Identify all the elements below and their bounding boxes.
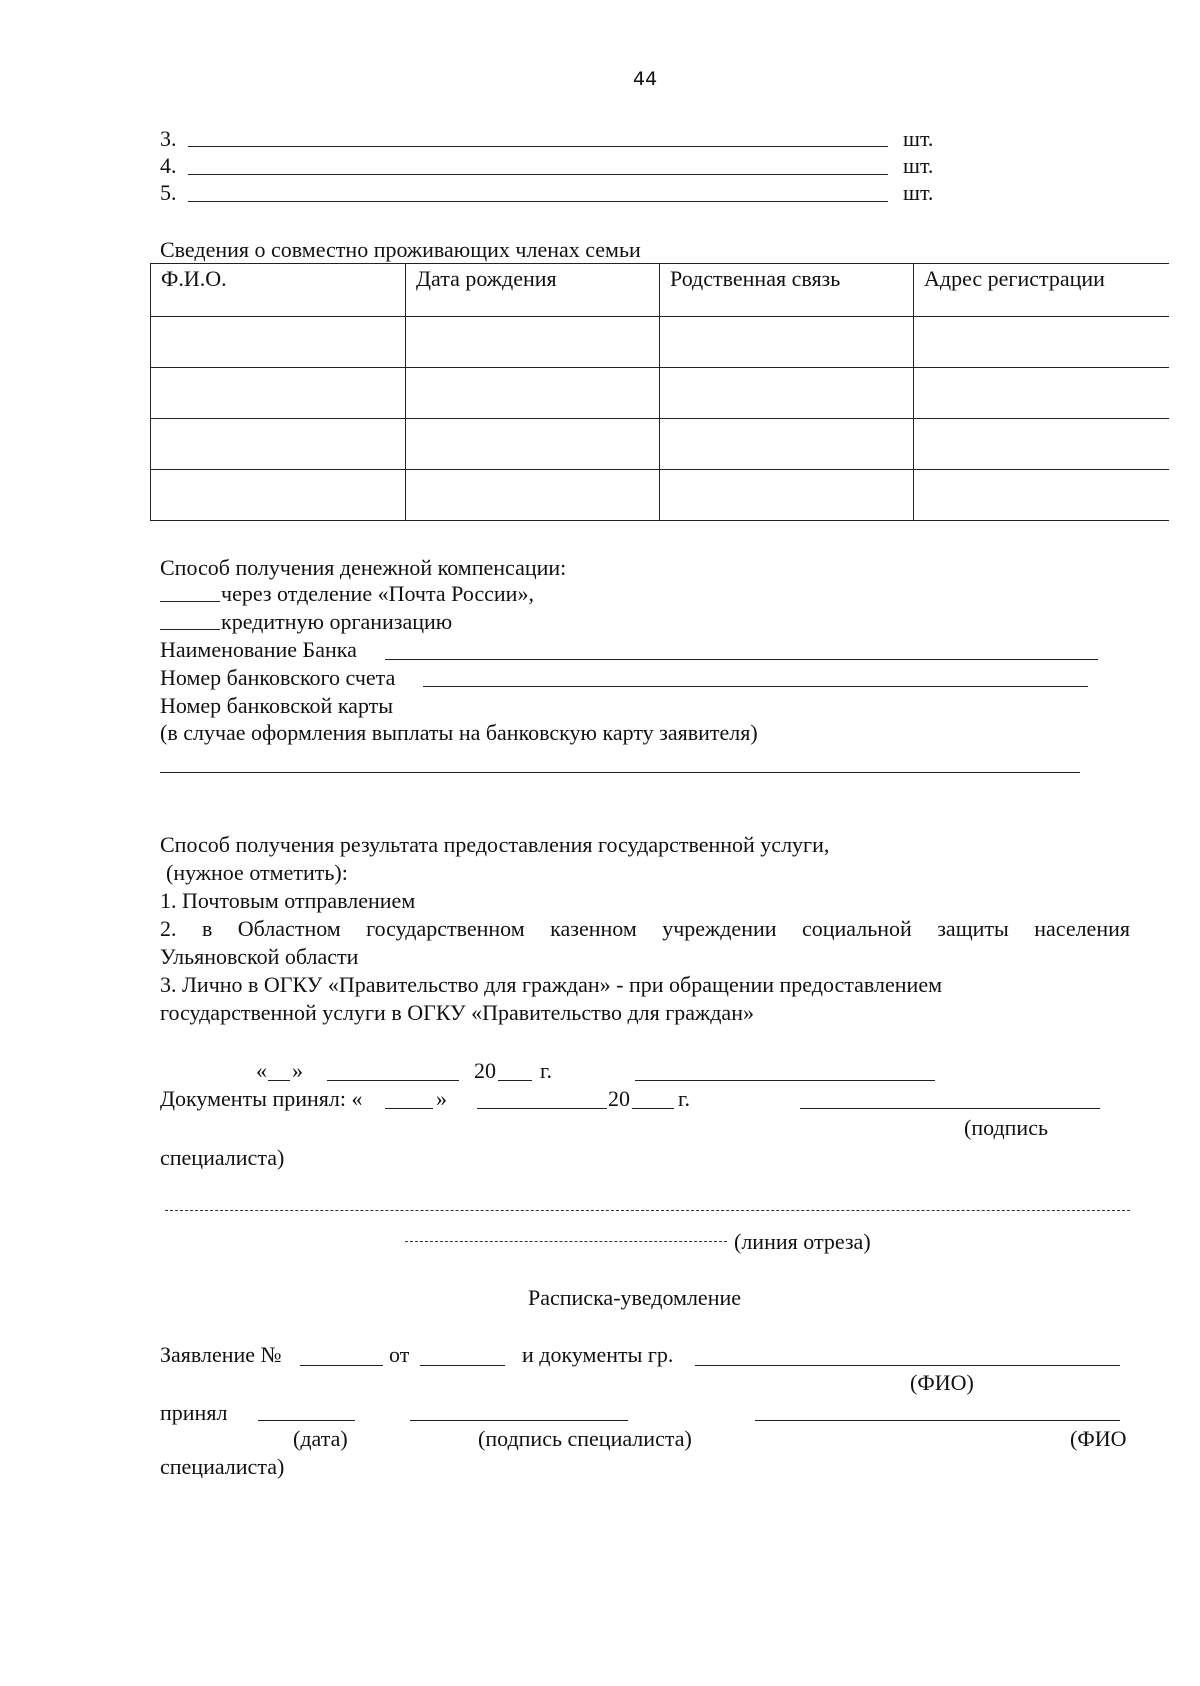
item-number: 5. (160, 180, 177, 205)
compensation-heading: Способ получения денежной компенсации: (160, 555, 567, 580)
date-year-suffix: г. (540, 1058, 553, 1083)
signature-hint: (подпись (964, 1115, 1049, 1140)
card-note: (в случае оформления выплаты на банковскую карту заявителя) (160, 720, 758, 745)
cut-line-label: (линия отреза) (734, 1229, 871, 1254)
table-row (151, 368, 1169, 419)
table-cell[interactable] (151, 317, 406, 368)
date-year-blank[interactable] (498, 1080, 532, 1081)
statement-docs-label: и документы гр. (522, 1342, 674, 1367)
docs-accepted-label: Документы принял: « (160, 1086, 363, 1111)
result-option-3-cont: государственной услуги в ОГКУ «Правительство для граждан» (160, 1000, 754, 1025)
family-table (150, 263, 1169, 521)
item-unit: шт. (903, 126, 934, 151)
table-cell[interactable] (406, 317, 660, 368)
table-cell[interactable] (406, 368, 660, 419)
table-cell[interactable] (914, 470, 1169, 521)
column-header-fio: Ф.И.О. (151, 264, 406, 317)
table-cell[interactable] (151, 470, 406, 521)
statement-from-label: от (389, 1342, 410, 1367)
accepted-label: принял (160, 1400, 228, 1425)
item-line[interactable] (188, 174, 888, 175)
bank-name-line[interactable] (385, 659, 1098, 660)
card-label: Номер банковской карты (160, 693, 394, 718)
signature-hint-cont: специалиста) (160, 1145, 285, 1170)
result-heading: Способ получения результата предоставления государственной услуги, (160, 832, 830, 857)
item-unit: шт. (903, 153, 934, 178)
table-cell[interactable] (660, 317, 914, 368)
table-cell[interactable] (151, 419, 406, 470)
bank-name-label: Наименование Банка (160, 637, 357, 662)
docs-close-quote: » (436, 1086, 447, 1111)
docs-year-prefix: 20 (608, 1086, 630, 1111)
result-option-1: 1. Почтовым отправлением (160, 888, 416, 913)
table-cell[interactable] (406, 419, 660, 470)
column-header-relation: Родственная связь (660, 264, 914, 317)
item-line[interactable] (188, 146, 888, 147)
table-header-row (151, 264, 1169, 317)
cut-dashed-line (165, 1210, 1130, 1211)
sign-hint: (подпись специалиста) (478, 1426, 692, 1451)
page-number: 44 (633, 68, 658, 90)
item-line[interactable] (188, 201, 888, 202)
result-option-2: 2. в Областном государственном казенном учреждении социальной защиты населения (160, 916, 1130, 941)
family-heading: Сведения о совместно проживающих членах семьи (160, 237, 641, 262)
result-option-2-cont: Ульяновской области (160, 944, 359, 969)
table-cell[interactable] (914, 419, 1169, 470)
result-option-3: 3. Лично в ОГКУ «Правительство для граждан» - при обращении предоставлением (160, 972, 942, 997)
date-close-quote: » (292, 1058, 303, 1083)
citizen-name-line[interactable] (695, 1365, 1120, 1366)
date-hint: (дата) (293, 1426, 348, 1451)
fio-hint: (ФИО) (910, 1370, 974, 1395)
table-cell[interactable] (914, 317, 1169, 368)
table-cell[interactable] (406, 470, 660, 521)
date-month-blank[interactable] (327, 1080, 459, 1081)
table-cell[interactable] (660, 419, 914, 470)
docs-year-blank[interactable] (632, 1108, 674, 1109)
docs-month-blank[interactable] (477, 1108, 607, 1109)
signature-line[interactable] (635, 1080, 935, 1081)
table-row (151, 419, 1169, 470)
account-line[interactable] (423, 686, 1088, 687)
date-year-prefix: 20 (474, 1058, 496, 1083)
account-label: Номер банковского счета (160, 665, 396, 690)
accepted-signature-line[interactable] (410, 1420, 628, 1421)
post-option-label: через отделение «Почта России», (221, 581, 534, 606)
statement-date-blank[interactable] (420, 1365, 505, 1366)
result-note: (нужное отметить): (166, 860, 348, 885)
table-cell[interactable] (660, 470, 914, 521)
cut-dashed-short (405, 1241, 727, 1242)
item-unit: шт. (903, 180, 934, 205)
credit-option-label: кредитную организацию (221, 609, 453, 634)
table-cell[interactable] (660, 368, 914, 419)
credit-option-blank[interactable] (160, 629, 220, 630)
date-open-quote: « (256, 1058, 267, 1083)
column-header-birthdate: Дата рождения (406, 264, 660, 317)
column-header-address: Адрес регистрации (914, 264, 1169, 317)
accepted-date-line[interactable] (258, 1420, 355, 1421)
post-option-blank[interactable] (160, 601, 220, 602)
docs-signature-line[interactable] (800, 1108, 1100, 1109)
table-row (151, 317, 1169, 368)
statement-number-blank[interactable] (300, 1365, 383, 1366)
accepted-fio-line[interactable] (755, 1420, 1120, 1421)
table-row (151, 470, 1169, 521)
receipt-title: Расписка-уведомление (528, 1285, 742, 1310)
specialist-fio-hint-cont: специалиста) (160, 1454, 285, 1479)
specialist-fio-hint: (ФИО (1070, 1426, 1127, 1451)
date-day-blank[interactable] (268, 1080, 290, 1081)
item-number: 3. (160, 126, 177, 151)
table-cell[interactable] (151, 368, 406, 419)
docs-year-suffix: г. (678, 1086, 691, 1111)
item-number: 4. (160, 153, 177, 178)
statement-label: Заявление № (160, 1342, 282, 1367)
table-cell[interactable] (914, 368, 1169, 419)
docs-day-blank[interactable] (385, 1108, 433, 1109)
card-number-line[interactable] (160, 772, 1080, 773)
